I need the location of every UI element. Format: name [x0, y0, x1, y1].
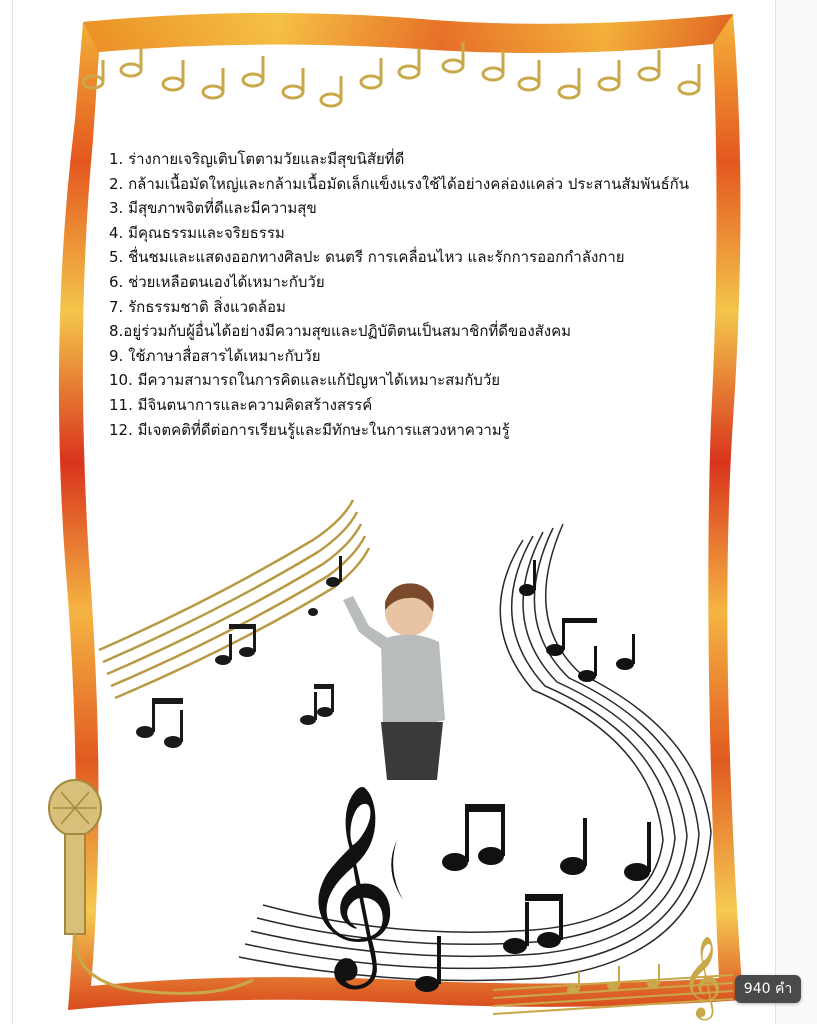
- svg-text:𝄞: 𝄞: [298, 783, 399, 981]
- scroll-gutter: [775, 0, 817, 1024]
- child-figure: [343, 583, 445, 780]
- document-page: [12, 0, 776, 1024]
- microphone-icon: [49, 780, 253, 993]
- gold-staff-lines: [99, 500, 369, 698]
- objective-item-3: 3. มีสุขภาพจิตที่ดีและมีความสุข: [109, 199, 317, 218]
- objective-item-10: 10. มีความสามารถในการคิดและแก้ปัญหาได้เหมาะสมกับวัย: [109, 371, 501, 390]
- objective-item-5: 5. ชื่นชมและแสดงออกทางศิลปะ ดนตรี การเคลื่อนไหว และรักการออกกำลังกาย: [109, 248, 625, 267]
- music-illustration: [13, 0, 775, 1024]
- objective-item-9: 9. ใช้ภาษาสื่อสารได้เหมาะกับวัย: [109, 346, 321, 365]
- objective-item-7: 7. รักธรรมชาติ สิ่งแวดล้อม: [109, 297, 286, 316]
- objective-item-11: 11. มีจินตนาการและความคิดสร้างสรรค์: [109, 395, 373, 414]
- objective-item-8: 8.อยู่ร่วมกับผู้อื่นได้อย่างมีความสุขและปฏิบัติตนเป็นสมาชิกที่ดีของสังคม: [109, 322, 572, 341]
- svg-text:𝄞: 𝄞: [681, 935, 723, 1017]
- gold-bottom-notes: [567, 964, 660, 994]
- objective-item-6: 6. ช่วยเหลือตนเองได้เหมาะกับวัย: [109, 272, 325, 291]
- objective-item-2: 2. กล้ามเนื้อมัดใหญ่และกล้ามเนื้อมัดเล็กแข็งแรงใช้ได้อย่างคล่องแคล่ว ประสานสัมพันธ์กัน: [109, 174, 690, 193]
- objective-item-4: 4. มีคุณธรรมและจริยธรรม: [109, 223, 285, 242]
- treble-clef-icon: [298, 783, 398, 989]
- objective-item-1: 1. ร่างกายเจริญเติบโตตามวัยและมีสุขนิสัยที่ดี: [109, 150, 405, 168]
- objective-item-12: 12. มีเจตคติที่ดีต่อการเรียนรู้และมีทักษะในการแสวงหาความรู้: [109, 420, 510, 439]
- word-count-badge[interactable]: 940 คำ: [735, 975, 801, 1003]
